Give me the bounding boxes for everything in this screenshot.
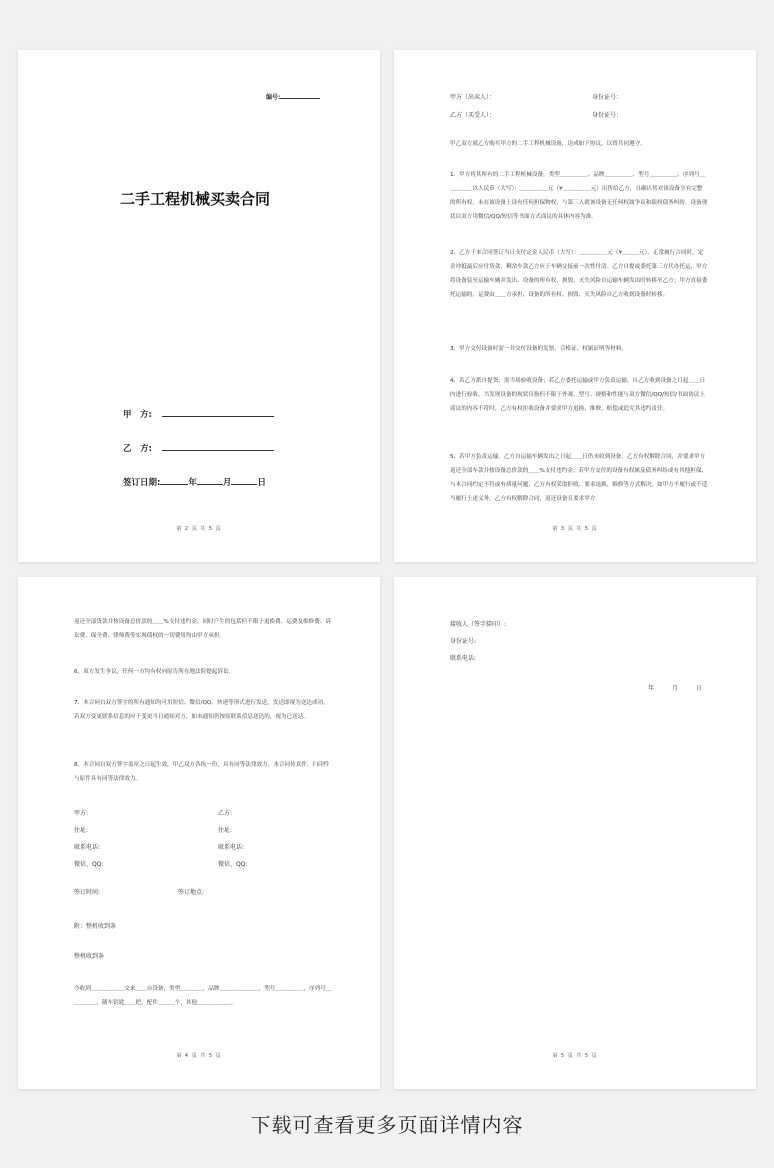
contract-title: 二手工程机械买卖合同 — [120, 190, 271, 208]
clause-6: 6、双方发生争议，任何一方均有权向原告所在地法院提起诉讼。 — [74, 669, 235, 675]
document-page-2 — [18, 50, 380, 562]
month-blank — [197, 484, 223, 485]
seller-id-label: 身份证号： — [592, 94, 623, 101]
phone-label: 联系电话: — [450, 655, 477, 662]
download-more-caption: 下载可查看更多页面详情内容 — [250, 1113, 524, 1137]
receipt-title: 整机收到条 — [74, 953, 105, 960]
contract-number — [266, 93, 320, 102]
sig-wechat-b: 微信、QQ: — [218, 861, 248, 868]
sig-phone-a: 联系电话: — [74, 844, 101, 851]
sign-time: 签订时间: — [74, 889, 101, 896]
seller-label: 甲方（出卖人）： — [450, 94, 496, 101]
sig-wechat-a: 微信、QQ: — [74, 861, 104, 868]
sig-addr-b: 住址: — [218, 827, 233, 834]
party-a-blank — [162, 416, 274, 417]
year-label: 年 — [188, 478, 197, 488]
sig-party-a: 甲方: — [74, 810, 89, 817]
document-page-4 — [18, 577, 380, 1089]
clause-8: 8、本合同自双方签字盖章之日起生效，甲乙双方各执一份，具有同等法律效力。本合同传真件、扫印件与原件具有同等法律效力。 — [74, 762, 330, 782]
receipt-text: 今收到＿＿＿＿＿＿交来＿＿台设备，类型＿＿＿＿，品牌＿＿＿＿＿＿＿，型号＿＿＿＿＿，序列号＿＿＿＿＿，随车钥匙＿＿把，配件＿＿＿个，其他＿＿＿＿＿＿。 — [74, 986, 332, 1006]
party-a-label: 甲 方: — [123, 410, 152, 420]
contract-number-label: 编号: — [266, 94, 281, 101]
party-b-line — [123, 442, 274, 454]
clause-3: 3、甲方交付设备时需一并交付设备的发票、合格证、权属证明等材料。 — [450, 346, 627, 352]
buyer-id-label: 身份证号： — [592, 112, 623, 119]
sign-place: 签订地点: — [178, 889, 205, 896]
buyer-label: 乙方（买受人）： — [450, 112, 496, 119]
day-blank — [231, 484, 257, 485]
document-page-5 — [394, 577, 756, 1089]
receipt-date: 年 月 日 — [648, 685, 703, 692]
day-label: 日 — [257, 478, 266, 488]
year-blank — [160, 484, 188, 485]
page-number: 第 3 页 共 5 页 — [552, 526, 598, 532]
attachment-label: 附：整机收到条 — [74, 923, 117, 930]
id-number-label: 身份证号: — [450, 638, 477, 645]
page-number: 第 2 页 共 5 页 — [176, 526, 222, 532]
contract-number-blank — [280, 98, 320, 99]
page-number: 第 5 页 共 5 页 — [552, 1053, 598, 1059]
intro-paragraph: 甲乙双方就乙方购买甲方的二手工程机械设备，达成如下协议，以资共同遵守。 — [450, 141, 646, 147]
party-b-blank — [162, 450, 274, 451]
sig-phone-b: 联系电话: — [218, 844, 245, 851]
sig-party-b: 乙方: — [218, 810, 233, 817]
sign-date-label: 签订日期: — [123, 478, 161, 488]
clause-1: 1、甲方将其所有的二手工程机械设备，类型＿＿＿＿＿、品牌＿＿＿＿＿、型号＿＿＿＿＿、序列号＿＿＿＿＿以人民币（大写）：＿＿＿＿＿元（¥＿＿＿＿＿元）出售给乙方，且确认其对该设备享有完整的所有权，未在该设备上设有任何担保物权，与第三人就该设备无任何权属争议和债权债务纠纷。设备现状以双方用微信/QQ/短信等书面方式商议的具体内容为准。 — [450, 172, 708, 220]
clause-2: 2、乙方于本合同签订当日支付定金人民币（大写）：＿＿＿＿＿元（¥＿＿＿元），正常履行合同时，定金冲抵最后应付货款，剩余车款乙方应于车辆交接前一次性付清。乙方自提或委托第三方代办托运，甲方将设备装至运输车辆并发出，设备的所有权、损毁、灭失风险自运输车辆发出时转移至乙方；甲方直接委托运输的，运费由＿＿方承担，设备的所有权、损毁、灭失风险自乙方收到设备时转移。 — [450, 250, 708, 298]
document-page-3 — [394, 50, 756, 562]
month-label: 月 — [222, 478, 232, 488]
party-a-line — [123, 408, 274, 420]
sig-addr-a: 住址: — [74, 827, 89, 834]
sign-date-line — [123, 476, 266, 488]
clause-5: 5、若甲方负责运输，乙方自运输车辆发出之日起＿＿日仍未收到设备，乙方有权解除合同，并要求甲方返还全部车款并按设备总价款的＿＿%支付违约金；若甲方交付的设备有权属及债务纠纷或有其他担保，与本合同约定不符或有质量问题，乙方有权采取拒收、要求退换、维修等方式解决，如甲方不履行或不适当履行上述义务，乙方有权解除合同，返还设备且要求甲方 — [450, 454, 708, 502]
receiver-label: 接收人（签字捺印）: — [450, 621, 507, 628]
party-b-label: 乙 方: — [123, 444, 152, 454]
page-number: 第 4 页 共 5 页 — [176, 1053, 222, 1059]
clause-5-continued: 返还全部货款并按设备总价款的＿＿%支付违约金，同时产生的包括但不限于退换费、运费及维修费、诉讼费、保全费、律师费等实现债权的一切费用均由甲方承担。 — [74, 619, 332, 639]
clause-7: 7、本合同自双方签字的所有通知均可用短信、微信/QQ、快递等形式进行发送，发送即视为送达成功。若双方变更联系信息的应于变更当日通知对方，如未通知仍按原联系信息送达的，视为已送达。 — [74, 700, 329, 720]
clause-4: 4、若乙方派自提货，需当场验收设备；若乙方委托运输或甲方负责运输，自乙方收到设备之日起＿＿日内进行验收，当发现设备的现状仅指但不限于外观、型号、规格和性能与双方微信/QQ/短信/书面协议上商议的内容不符时，乙方有权拒收设备并要求甲方退换、维修、赔偿或追究其违约责任。 — [450, 378, 706, 412]
